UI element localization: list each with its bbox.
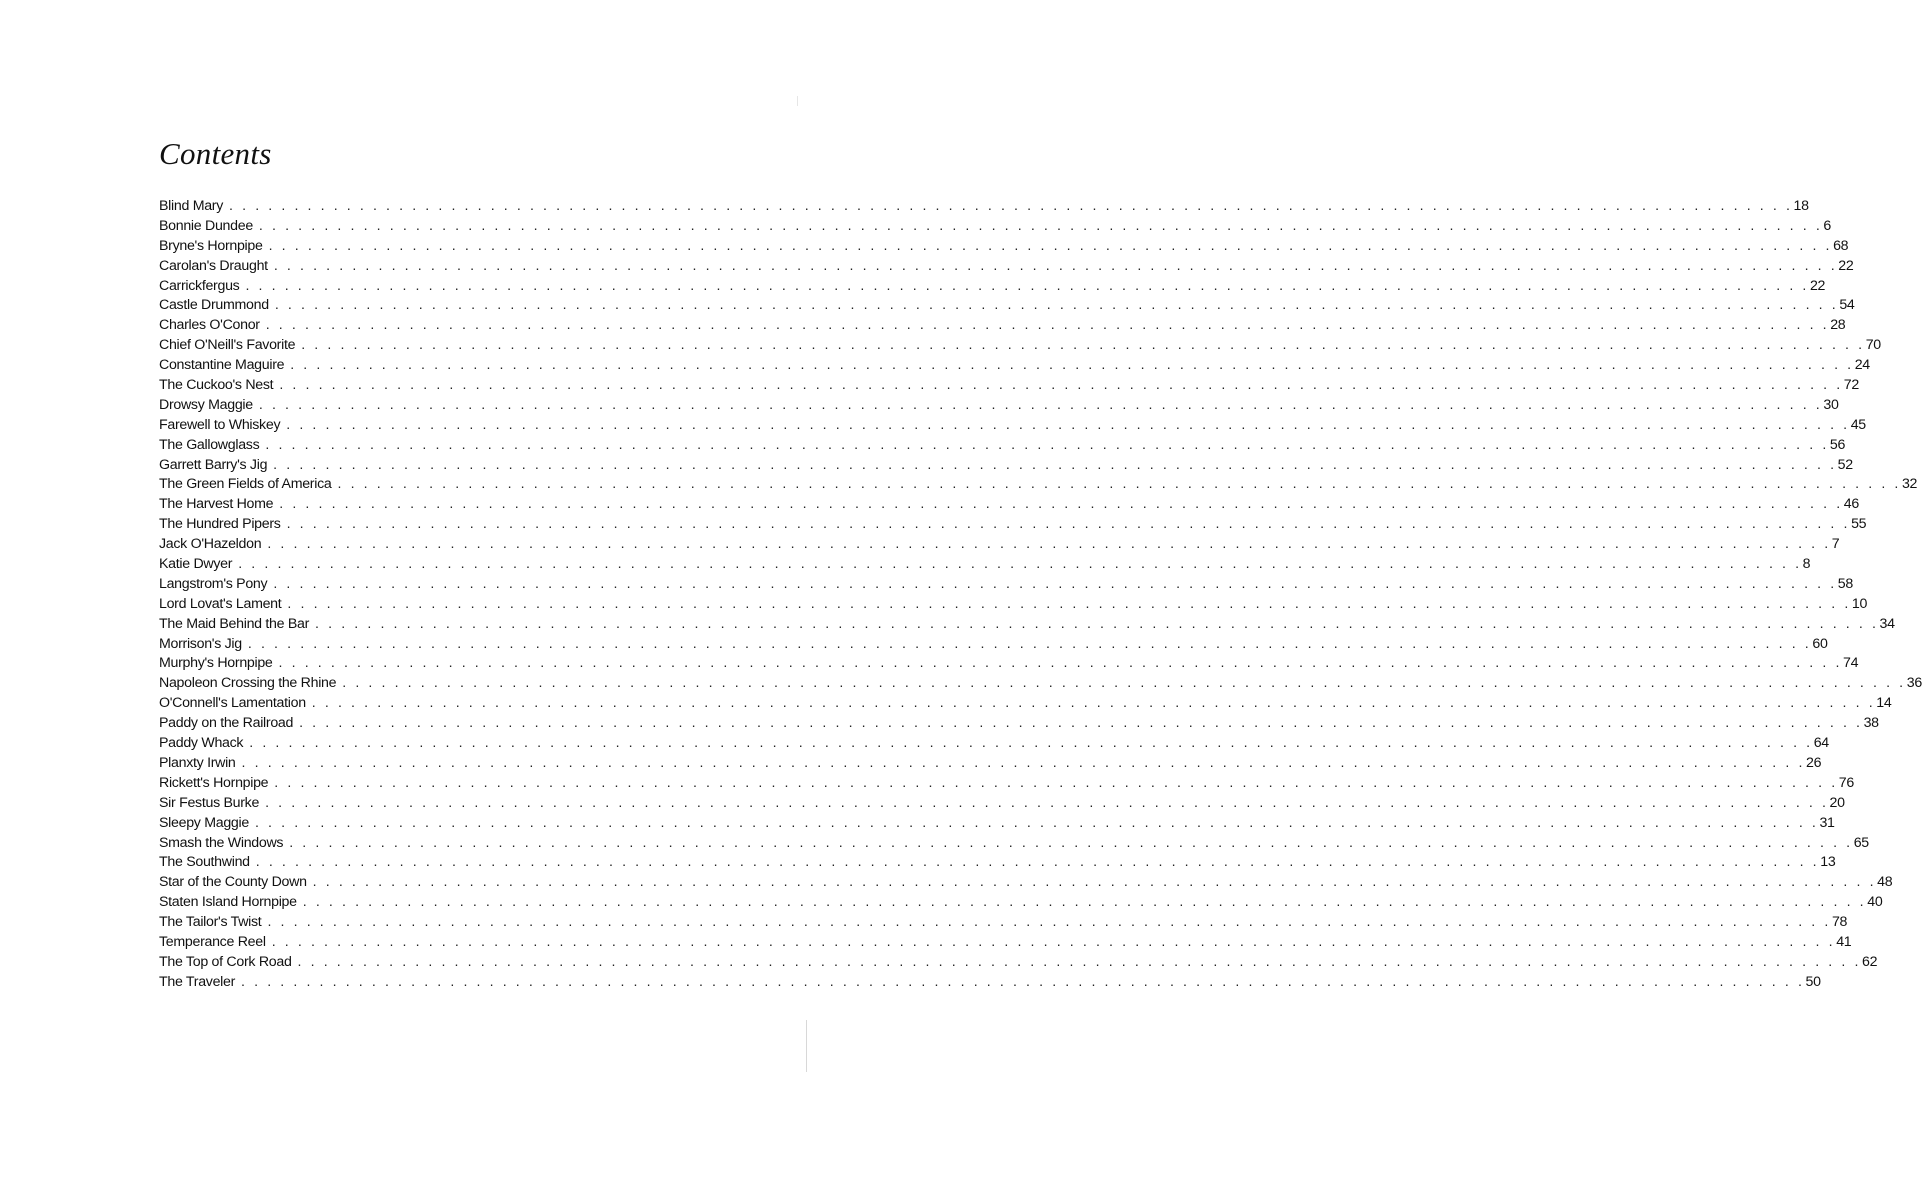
toc-entry-title: The Tailor's Twist [159, 914, 262, 931]
toc-page-number: 74 [1843, 655, 1859, 672]
toc-entry[interactable] [159, 595, 1868, 615]
toc-entry[interactable] [159, 754, 1822, 774]
toc-page-number: 60 [1812, 635, 1828, 652]
toc-page-number: 55 [1851, 516, 1867, 533]
toc-entry[interactable] [159, 475, 1918, 495]
toc-page-number: 34 [1879, 615, 1895, 632]
toc-dot-leader: . . . . . . . . . . . . . . . . . . . . . . . . . . . . . . . . . . . . . . . . . . . . . . . . . . . . . . . . . . . . . . . . . . . . . . . . . . . . . . . . . . . . . . . . . . . . . . . . . . . . . . . . . . . . . . . . . . . . . . . . [241, 973, 1805, 990]
toc-entry[interactable] [159, 316, 1846, 336]
toc-page-number: 76 [1838, 774, 1854, 791]
toc-dot-leader: . . . . . . . . . . . . . . . . . . . . . . . . . . . . . . . . . . . . . . . . . . . . . . . . . . . . . . . . . . . . . . . . . . . . . . . . . . . . . . . . . . . . . . . . . . . . . . . . . . . . . . . . . . . . . . . . . . . . . . . . [245, 277, 1809, 294]
toc-page-number: 14 [1876, 695, 1892, 712]
toc-entry-title: Jack O'Hazeldon [159, 536, 262, 553]
toc-entry[interactable] [159, 635, 1828, 655]
toc-page-number: 8 [1802, 556, 1811, 573]
toc-page-number: 72 [1843, 377, 1859, 394]
toc-dot-leader: . . . . . . . . . . . . . . . . . . . . . . . . . . . . . . . . . . . . . . . . . . . . . . . . . . . . . . . . . . . . . . . . . . . . . . . . . . . . . . . . . . . . . . . . . . . . . . . . . . . . . . . . . . . . . . . . . . . . . . . . [297, 953, 1862, 970]
toc-entry[interactable] [159, 416, 1866, 436]
toc-page-number: 52 [1837, 456, 1853, 473]
toc-entry[interactable] [159, 376, 1859, 396]
toc-entry[interactable] [159, 834, 1869, 854]
toc-entry[interactable] [159, 575, 1853, 595]
toc-entry-title: The Green Fields of America [159, 476, 332, 493]
toc-entry[interactable] [159, 535, 1840, 555]
toc-entry-title: The Traveler [159, 973, 236, 990]
toc-dot-leader: . . . . . . . . . . . . . . . . . . . . . . . . . . . . . . . . . . . . . . . . . . . . . . . . . . . . . . . . . . . . . . . . . . . . . . . . . . . . . . . . . . . . . . . . . . . . . . . . . . . . . . . . . . . . . . . . . . . . . . . . [299, 715, 1863, 732]
toc-page-number: 36 [1906, 675, 1922, 692]
toc-entry-title: Sir Festus Burke [159, 794, 260, 811]
toc-page-number: 68 [1833, 237, 1849, 254]
toc-dot-leader: . . . . . . . . . . . . . . . . . . . . . . . . . . . . . . . . . . . . . . . . . . . . . . . . . . . . . . . . . . . . . . . . . . . . . . . . . . . . . . . . . . . . . . . . . . . . . . . . . . . . . . . . . . . . . . . . . . . . . . . . [286, 416, 1850, 433]
toc-dot-leader: . . . . . . . . . . . . . . . . . . . . . . . . . . . . . . . . . . . . . . . . . . . . . . . . . . . . . . . . . . . . . . . . . . . . . . . . . . . . . . . . . . . . . . . . . . . . . . . . . . . . . . . . . . . . . . . . . . . . . . . . [247, 635, 1812, 652]
toc-page-number: 45 [1850, 416, 1866, 433]
toc-entry[interactable] [159, 615, 1895, 635]
toc-page-number: 13 [1820, 854, 1836, 871]
toc-dot-leader: . . . . . . . . . . . . . . . . . . . . . . . . . . . . . . . . . . . . . . . . . . . . . . . . . . . . . . . . . . . . . . . . . . . . . . . . . . . . . . . . . . . . . . . . . . . . . . . . . . . . . . . . . . . . . . . . . . . . . . . . [267, 536, 1831, 553]
table-of-contents [159, 197, 1922, 993]
toc-dot-leader: . . . . . . . . . . . . . . . . . . . . . . . . . . . . . . . . . . . . . . . . . . . . . . . . . . . . . . . . . . . . . . . . . . . . . . . . . . . . . . . . . . . . . . . . . . . . . . . . . . . . . . . . . . . . . . . . . . . . . . . . [342, 675, 1906, 692]
toc-dot-leader: . . . . . . . . . . . . . . . . . . . . . . . . . . . . . . . . . . . . . . . . . . . . . . . . . . . . . . . . . . . . . . . . . . . . . . . . . . . . . . . . . . . . . . . . . . . . . . . . . . . . . . . . . . . . . . . . . . . . . . . . [268, 237, 1833, 254]
toc-dot-leader: . . . . . . . . . . . . . . . . . . . . . . . . . . . . . . . . . . . . . . . . . . . . . . . . . . . . . . . . . . . . . . . . . . . . . . . . . . . . . . . . . . . . . . . . . . . . . . . . . . . . . . . . . . . . . . . . . . . . . . . . [274, 297, 1839, 314]
toc-entry-title: Murphy's Hornpipe [159, 655, 273, 672]
toc-entry[interactable] [159, 734, 1829, 754]
toc-entry[interactable] [159, 456, 1853, 476]
page-title: Contents [159, 136, 272, 171]
toc-page-number: 22 [1838, 257, 1854, 274]
toc-entry-title: Castle Drummond [159, 297, 269, 314]
toc-entry[interactable] [159, 555, 1811, 575]
toc-dot-leader: . . . . . . . . . . . . . . . . . . . . . . . . . . . . . . . . . . . . . . . . . . . . . . . . . . . . . . . . . . . . . . . . . . . . . . . . . . . . . . . . . . . . . . . . . . . . . . . . . . . . . . . . . . . . . . . . . . . . . . . . [258, 217, 1823, 234]
toc-entry-title: Bonnie Dundee [159, 217, 253, 234]
toc-dot-leader: . . . . . . . . . . . . . . . . . . . . . . . . . . . . . . . . . . . . . . . . . . . . . . . . . . . . . . . . . . . . . . . . . . . . . . . . . . . . . . . . . . . . . . . . . . . . . . . . . . . . . . . . . . . . . . . . . . . . . . . . [271, 933, 1836, 950]
toc-page-number: 10 [1851, 595, 1868, 612]
toc-entry-title: The Maid Behind the Bar [159, 615, 310, 632]
toc-entry[interactable] [159, 913, 1848, 933]
toc-dot-leader: . . . . . . . . . . . . . . . . . . . . . . . . . . . . . . . . . . . . . . . . . . . . . . . . . . . . . . . . . . . . . . . . . . . . . . . . . . . . . . . . . . . . . . . . . . . . . . . . . . . . . . . . . . . . . . . . . . . . . . . . [287, 595, 1851, 612]
toc-page-number: 78 [1831, 914, 1848, 931]
toc-page-number: 30 [1823, 396, 1839, 413]
toc-entry[interactable] [159, 933, 1852, 953]
toc-page-number: 32 [1901, 476, 1918, 493]
toc-dot-leader: . . . . . . . . . . . . . . . . . . . . . . . . . . . . . . . . . . . . . . . . . . . . . . . . . . . . . . . . . . . . . . . . . . . . . . . . . . . . . . . . . . . . . . . . . . . . . . . . . . . . . . . . . . . . . . . . . . . . . . . . [286, 516, 1851, 533]
toc-entry-title: Katie Dwyer [159, 556, 233, 573]
toc-dot-leader: . . . . . . . . . . . . . . . . . . . . . . . . . . . . . . . . . . . . . . . . . . . . . . . . . . . . . . . . . . . . . . . . . . . . . . . . . . . . . . . . . . . . . . . . . . . . . . . . . . . . . . . . . . . . . . . . . . . . . . . . [301, 337, 1865, 354]
toc-page-number: 46 [1843, 496, 1859, 513]
toc-entry-title: O'Connell's Lamentation [159, 695, 306, 712]
toc-page-number: 40 [1867, 894, 1883, 911]
toc-dot-leader: . . . . . . . . . . . . . . . . . . . . . . . . . . . . . . . . . . . . . . . . . . . . . . . . . . . . . . . . . . . . . . . . . . . . . . . . . . . . . . . . . . . . . . . . . . . . . . . . . . . . . . . . . . . . . . . . . . . . . . . . [274, 774, 1838, 791]
toc-entry[interactable] [159, 356, 1870, 376]
toc-dot-leader: . . . . . . . . . . . . . . . . . . . . . . . . . . . . . . . . . . . . . . . . . . . . . . . . . . . . . . . . . . . . . . . . . . . . . . . . . . . . . . . . . . . . . . . . . . . . . . . . . . . . . . . . . . . . . . . . . . . . . . . . [273, 257, 1838, 274]
toc-entry-title: Rickett's Hornpipe [159, 774, 269, 791]
toc-dot-leader: . . . . . . . . . . . . . . . . . . . . . . . . . . . . . . . . . . . . . . . . . . . . . . . . . . . . . . . . . . . . . . . . . . . . . . . . . . . . . . . . . . . . . . . . . . . . . . . . . . . . . . . . . . . . . . . . . . . . . . . . [229, 198, 1793, 214]
toc-entry[interactable] [159, 495, 1859, 515]
toc-entry[interactable] [159, 237, 1849, 257]
toc-entry[interactable] [159, 694, 1892, 714]
toc-entry[interactable] [159, 197, 1809, 217]
scan-edge-mark [797, 96, 798, 106]
toc-entry-title: The Southwind [159, 854, 250, 871]
toc-entry-title: The Harvest Home [159, 496, 274, 513]
toc-dot-leader: . . . . . . . . . . . . . . . . . . . . . . . . . . . . . . . . . . . . . . . . . . . . . . . . . . . . . . . . . . . . . . . . . . . . . . . . . . . . . . . . . . . . . . . . . . . . . . . . . . . . . . . . . . . . . . . . . . . . . . . . [302, 894, 1867, 911]
toc-page-number: 58 [1837, 575, 1853, 592]
toc-entry-title: Blind Mary [159, 198, 224, 214]
toc-dot-leader: . . . . . . . . . . . . . . . . . . . . . . . . . . . . . . . . . . . . . . . . . . . . . . . . . . . . . . . . . . . . . . . . . . . . . . . . . . . . . . . . . . . . . . . . . . . . . . . . . . . . . . . . . . . . . . . . . . . . . . . . [265, 794, 1829, 811]
toc-entry-title: Temperance Reel [159, 933, 266, 950]
toc-dot-leader: . . . . . . . . . . . . . . . . . . . . . . . . . . . . . . . . . . . . . . . . . . . . . . . . . . . . . . . . . . . . . . . . . . . . . . . . . . . . . . . . . . . . . . . . . . . . . . . . . . . . . . . . . . . . . . . . . . . . . . . . [312, 874, 1877, 891]
toc-page-number: 26 [1806, 754, 1822, 771]
toc-dot-leader: . . . . . . . . . . . . . . . . . . . . . . . . . . . . . . . . . . . . . . . . . . . . . . . . . . . . . . . . . . . . . . . . . . . . . . . . . . . . . . . . . . . . . . . . . . . . . . . . . . . . . . . . . . . . . . . . . . . . . . . . [311, 695, 1876, 712]
toc-dot-leader: . . . . . . . . . . . . . . . . . . . . . . . . . . . . . . . . . . . . . . . . . . . . . . . . . . . . . . . . . . . . . . . . . . . . . . . . . . . . . . . . . . . . . . . . . . . . . . . . . . . . . . . . . . . . . . . . . . . . . . . . [249, 735, 1813, 752]
toc-entry-title: Farewell to Whiskey [159, 416, 281, 433]
toc-dot-leader: . . . . . . . . . . . . . . . . . . . . . . . . . . . . . . . . . . . . . . . . . . . . . . . . . . . . . . . . . . . . . . . . . . . . . . . . . . . . . . . . . . . . . . . . . . . . . . . . . . . . . . . . . . . . . . . . . . . . . . . . [254, 814, 1819, 831]
toc-entry[interactable] [159, 794, 1845, 814]
toc-dot-leader: . . . . . . . . . . . . . . . . . . . . . . . . . . . . . . . . . . . . . . . . . . . . . . . . . . . . . . . . . . . . . . . . . . . . . . . . . . . . . . . . . . . . . . . . . . . . . . . . . . . . . . . . . . . . . . . . . . . . . . . . [258, 396, 1823, 413]
toc-entry[interactable] [159, 436, 1846, 456]
toc-page-number: 62 [1862, 953, 1878, 970]
toc-entry[interactable] [159, 774, 1854, 794]
toc-page-number: 50 [1805, 973, 1821, 990]
toc-entry[interactable] [159, 277, 1826, 297]
toc-dot-leader: . . . . . . . . . . . . . . . . . . . . . . . . . . . . . . . . . . . . . . . . . . . . . . . . . . . . . . . . . . . . . . . . . . . . . . . . . . . . . . . . . . . . . . . . . . . . . . . . . . . . . . . . . . . . . . . . . . . . . . . . [289, 834, 1853, 851]
toc-entry-title: Paddy Whack [159, 735, 244, 752]
toc-entry[interactable] [159, 953, 1878, 973]
toc-dot-leader: . . . . . . . . . . . . . . . . . . . . . . . . . . . . . . . . . . . . . . . . . . . . . . . . . . . . . . . . . . . . . . . . . . . . . . . . . . . . . . . . . . . . . . . . . . . . . . . . . . . . . . . . . . . . . . . . . . . . . . . . [279, 377, 1843, 394]
toc-dot-leader: . . . . . . . . . . . . . . . . . . . . . . . . . . . . . . . . . . . . . . . . . . . . . . . . . . . . . . . . . . . . . . . . . . . . . . . . . . . . . . . . . . . . . . . . . . . . . . . . . . . . . . . . . . . . . . . . . . . . . . . . [273, 456, 1837, 473]
toc-entry[interactable] [159, 893, 1883, 913]
toc-page-number: 70 [1865, 337, 1881, 354]
toc-entry-title: The Cuckoo's Nest [159, 377, 274, 394]
toc-entry[interactable] [159, 873, 1893, 893]
scan-edge-mark [806, 1020, 807, 1072]
toc-dot-leader: . . . . . . . . . . . . . . . . . . . . . . . . . . . . . . . . . . . . . . . . . . . . . . . . . . . . . . . . . . . . . . . . . . . . . . . . . . . . . . . . . . . . . . . . . . . . . . . . . . . . . . . . . . . . . . . . . . . . . . . . [238, 556, 1802, 573]
toc-entry[interactable] [159, 396, 1839, 416]
toc-entry-title: Langstrom's Pony [159, 575, 268, 592]
toc-entry[interactable] [159, 515, 1867, 535]
toc-dot-leader: . . . . . . . . . . . . . . . . . . . . . . . . . . . . . . . . . . . . . . . . . . . . . . . . . . . . . . . . . . . . . . . . . . . . . . . . . . . . . . . . . . . . . . . . . . . . . . . . . . . . . . . . . . . . . . . . . . . . . . . . [241, 754, 1806, 771]
toc-entry[interactable] [159, 296, 1855, 316]
toc-dot-leader: . . . . . . . . . . . . . . . . . . . . . . . . . . . . . . . . . . . . . . . . . . . . . . . . . . . . . . . . . . . . . . . . . . . . . . . . . . . . . . . . . . . . . . . . . . . . . . . . . . . . . . . . . . . . . . . . . . . . . . . . [279, 496, 1843, 513]
toc-entry-title: Carrickfergus [159, 277, 240, 294]
toc-page-number: 38 [1863, 715, 1879, 732]
toc-entry-title: Carolan's Draught [159, 257, 268, 274]
toc-entry-title: The Gallowglass [159, 436, 260, 453]
toc-page-number: 41 [1836, 933, 1852, 950]
toc-entry[interactable] [159, 973, 1821, 993]
toc-entry[interactable] [159, 257, 1854, 277]
toc-page-number: 22 [1809, 277, 1826, 294]
toc-page-number: 18 [1793, 198, 1809, 214]
toc-entry-title: Charles O'Conor [159, 317, 260, 334]
toc-page-number: 7 [1831, 536, 1840, 553]
toc-page-number: 65 [1853, 834, 1869, 851]
toc-entry-title: Star of the County Down [159, 874, 307, 891]
toc-entry-title: Sleepy Maggie [159, 814, 249, 831]
toc-page-number: 64 [1813, 735, 1829, 752]
toc-entry[interactable] [159, 814, 1835, 834]
toc-dot-leader: . . . . . . . . . . . . . . . . . . . . . . . . . . . . . . . . . . . . . . . . . . . . . . . . . . . . . . . . . . . . . . . . . . . . . . . . . . . . . . . . . . . . . . . . . . . . . . . . . . . . . . . . . . . . . . . . . . . . . . . . [273, 575, 1837, 592]
toc-page-number: 28 [1830, 317, 1846, 334]
toc-dot-leader: . . . . . . . . . . . . . . . . . . . . . . . . . . . . . . . . . . . . . . . . . . . . . . . . . . . . . . . . . . . . . . . . . . . . . . . . . . . . . . . . . . . . . . . . . . . . . . . . . . . . . . . . . . . . . . . . . . . . . . . . [337, 476, 1901, 493]
toc-entry-title: Smash the Windows [159, 834, 284, 851]
toc-entry-title: Morrison's Jig [159, 635, 242, 652]
toc-dot-leader: . . . . . . . . . . . . . . . . . . . . . . . . . . . . . . . . . . . . . . . . . . . . . . . . . . . . . . . . . . . . . . . . . . . . . . . . . . . . . . . . . . . . . . . . . . . . . . . . . . . . . . . . . . . . . . . . . . . . . . . . [255, 854, 1820, 871]
toc-page-number: 54 [1839, 297, 1855, 314]
toc-dot-leader: . . . . . . . . . . . . . . . . . . . . . . . . . . . . . . . . . . . . . . . . . . . . . . . . . . . . . . . . . . . . . . . . . . . . . . . . . . . . . . . . . . . . . . . . . . . . . . . . . . . . . . . . . . . . . . . . . . . . . . . . [278, 655, 1843, 672]
toc-page-number: 48 [1877, 874, 1893, 891]
toc-entry-title: Constantine Maguire [159, 357, 285, 374]
toc-entry[interactable] [159, 714, 1879, 734]
toc-entry-title: Napoleon Crossing the Rhine [159, 675, 337, 692]
toc-dot-leader: . . . . . . . . . . . . . . . . . . . . . . . . . . . . . . . . . . . . . . . . . . . . . . . . . . . . . . . . . . . . . . . . . . . . . . . . . . . . . . . . . . . . . . . . . . . . . . . . . . . . . . . . . . . . . . . . . . . . . . . . [267, 914, 1831, 931]
toc-entry-title: Drowsy Maggie [159, 396, 253, 413]
toc-dot-leader: . . . . . . . . . . . . . . . . . . . . . . . . . . . . . . . . . . . . . . . . . . . . . . . . . . . . . . . . . . . . . . . . . . . . . . . . . . . . . . . . . . . . . . . . . . . . . . . . . . . . . . . . . . . . . . . . . . . . . . . . [265, 436, 1829, 453]
toc-entry-title: Planxty Irwin [159, 754, 236, 771]
toc-dot-leader: . . . . . . . . . . . . . . . . . . . . . . . . . . . . . . . . . . . . . . . . . . . . . . . . . . . . . . . . . . . . . . . . . . . . . . . . . . . . . . . . . . . . . . . . . . . . . . . . . . . . . . . . . . . . . . . . . . . . . . . . [290, 357, 1854, 374]
toc-page-number: 6 [1823, 217, 1831, 234]
toc-page-number: 24 [1854, 357, 1870, 374]
toc-entry[interactable] [159, 853, 1836, 873]
toc-entry-title: Paddy on the Railroad [159, 715, 294, 732]
toc-entry-title: The Top of Cork Road [159, 953, 292, 970]
toc-entry-title: The Hundred Pipers [159, 516, 281, 533]
toc-entry[interactable] [159, 217, 1831, 237]
toc-entry-title: Garrett Barry's Jig [159, 456, 268, 473]
toc-page-number: 31 [1819, 814, 1835, 831]
toc-entry[interactable] [159, 674, 1922, 694]
toc-page-number: 20 [1829, 794, 1845, 811]
toc-entry-title: Staten Island Hornpipe [159, 894, 297, 911]
toc-dot-leader: . . . . . . . . . . . . . . . . . . . . . . . . . . . . . . . . . . . . . . . . . . . . . . . . . . . . . . . . . . . . . . . . . . . . . . . . . . . . . . . . . . . . . . . . . . . . . . . . . . . . . . . . . . . . . . . . . . . . . . . . [315, 615, 1879, 632]
toc-entry[interactable] [159, 654, 1859, 674]
toc-entry-title: Bryne's Hornpipe [159, 237, 263, 254]
toc-entry[interactable] [159, 336, 1881, 356]
toc-entry-title: Chief O'Neill's Favorite [159, 337, 296, 354]
toc-entry-title: Lord Lovat's Lament [159, 595, 282, 612]
toc-dot-leader: . . . . . . . . . . . . . . . . . . . . . . . . . . . . . . . . . . . . . . . . . . . . . . . . . . . . . . . . . . . . . . . . . . . . . . . . . . . . . . . . . . . . . . . . . . . . . . . . . . . . . . . . . . . . . . . . . . . . . . . . [265, 317, 1830, 334]
toc-page-number: 56 [1829, 436, 1846, 453]
